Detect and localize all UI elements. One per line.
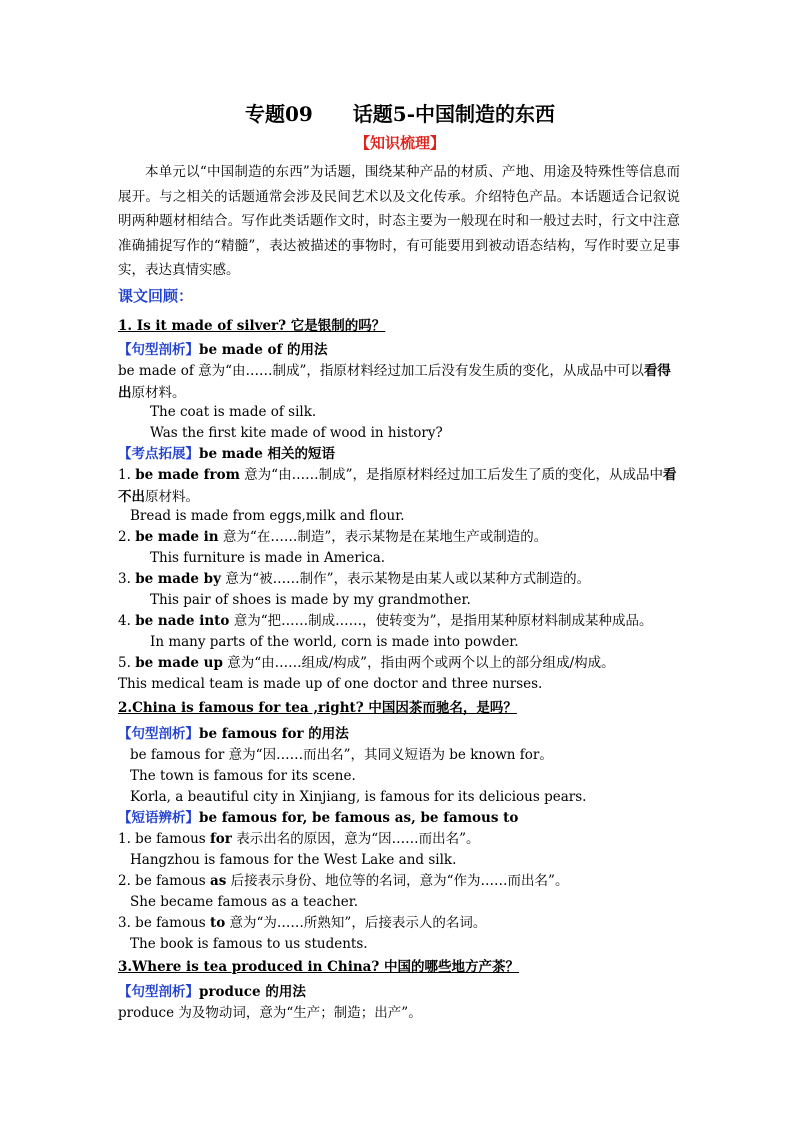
q1-extension-tag: 【考点拓展】 [118, 446, 199, 462]
phrase-4-example: In many parts of the world, corn is made into powder. [150, 634, 519, 650]
phrase-2-phrase: be made in [135, 529, 219, 545]
phrase-1-example: Bread is made from eggs,milk and flour. [130, 508, 405, 524]
review-heading: 课文回顾： [118, 287, 194, 305]
section-subtitle: 【知识梳理】 [354, 134, 445, 152]
q1-analysis-text-c: 原材料。 [131, 385, 186, 401]
intro-paragraph: 本单元以“中国制造的东西”为话题，围绕某种产品的材质、产地、用途及特殊性等信息而展开。与之相关的话题通常会涉及民间艺术以及文化传承。介绍特色产品。本话题适合记叙说明两种题材相结合。写作此类话题作文时，时态主要为一般现在时和一般过去时，行文中注意准确捕捉写作的“精髓”，表达被描述的事物时，有可能要用到被动语态结构，写作时要立足事实，表达真情实感。 [118, 164, 680, 278]
phrase-4-number: 4. [118, 613, 131, 629]
comparison-3-b: to [209, 915, 226, 931]
phrase-1-text-a: 意为“由……制成”，是指原材料经过加工后发生了质的变化，从成品 [239, 467, 650, 483]
phrase-1-text-c: 看不出 [118, 467, 677, 505]
q3-analysis-text: produce 为及物动词，意为“生产；制造；出产”。 [118, 1005, 422, 1021]
comparison-1 [118, 829, 480, 849]
comparison-2-c: 后接表示身份、地位等的名词，意为“作为……而出名”。 [226, 873, 569, 889]
q1-example-1: The coat is made of silk. [150, 404, 317, 420]
q2-example-2: Korla, a beautiful city in Xinjiang, is famous for its delicious pears. [130, 789, 587, 805]
phrase-4 [118, 611, 653, 631]
q2-comparison-tag: 【短语辨析】 [118, 810, 199, 826]
q1-extension-heading [118, 444, 335, 464]
q3-title: 3.Where is tea produced in China? 中国的哪些地方产茶？ [118, 959, 520, 975]
comparison-2-b: as [209, 873, 227, 889]
phrase-3-phrase: be made by [135, 571, 221, 587]
phrase-1-text-d: 原材料。 [145, 489, 199, 505]
comparison-2 [118, 871, 568, 891]
comparison-3-example: The book is famous to us students. [130, 936, 368, 952]
q1-analysis-text-b: 看得出 [118, 363, 671, 401]
phrase-2-example: This furniture is made in America. [150, 550, 386, 566]
q2-title: 2.China is famous for tea ,right? 中国因茶而驰名，是吗？ [118, 700, 517, 716]
comparison-3 [118, 913, 486, 933]
phrase-4-phrase: be nade into [135, 613, 230, 629]
phrase-1-phrase: be made from [135, 467, 240, 483]
q2-analysis-tag: 【句型剖析】 [118, 726, 199, 742]
phrase-3-example: This pair of shoes is made by my grandmother. [150, 592, 471, 608]
q2-analysis-title: be famous for 的用法 [199, 726, 349, 742]
phrase-5-phrase: be made up [135, 655, 223, 671]
q2-analysis-text: be famous for 意为“因……而出名”，其同义短语为 be known for。 [130, 747, 553, 763]
q1-analysis-title: be made of 的用法 [199, 342, 328, 358]
comparison-1-b: for [209, 831, 232, 847]
q1-extension-title: be made 相关的短语 [199, 446, 335, 462]
phrase-2-number: 2. [118, 529, 131, 545]
q1-analysis-text-a: be made of 意为“由……制成”，指原材料经过加工后没有发生质的变化，从成品中可以 [118, 363, 644, 379]
comparison-2-a: 2. be famous [118, 873, 210, 889]
q1-analysis-tag: 【句型剖析】 [118, 342, 199, 358]
q1-title: 1. Is it made of silver? 它是银制的吗？ [118, 318, 386, 334]
phrase-4-text: 意为“把……制成……，使转变为”，是指用某种原材料制成某种成品。 [229, 613, 653, 629]
comparison-2-example: She became famous as a teacher. [130, 894, 359, 910]
q2-comparison-heading [118, 808, 518, 828]
phrase-1-number: 1. [118, 467, 131, 483]
q2-analysis-heading [118, 724, 349, 744]
phrase-2-text: 意为“在……制造”，表示某物是在某地生产或制造的。 [218, 529, 548, 545]
phrase-3-number: 3. [118, 571, 131, 587]
q2-example-1: The town is famous for its scene. [130, 768, 356, 784]
phrase-5-text: 意为“由……组成/构成”，指由两个或两个以上的部分组成/构成。 [222, 655, 615, 671]
comparison-3-a: 3. be famous [118, 915, 210, 931]
phrase-5 [118, 653, 615, 673]
comparison-1-a: 1. be famous [118, 831, 210, 847]
phrase-5-example: This medical team is made up of one doctor and three nurses. [118, 676, 543, 692]
phrase-1-text-b: 中 [649, 467, 663, 483]
q1-analysis-text [118, 360, 680, 404]
q2-comparison-title: be famous for, be famous as, be famous to [199, 810, 519, 826]
page-title: 专题09 话题5-中国制造的东西 [244, 102, 556, 126]
q1-analysis-heading [118, 340, 328, 360]
phrase-5-number: 5. [118, 655, 131, 671]
q3-analysis-tag: 【句型剖析】 [118, 984, 199, 1000]
comparison-1-example: Hangzhou is famous for the West Lake and silk. [130, 852, 457, 868]
phrase-1 [118, 464, 680, 508]
phrase-2 [118, 527, 547, 547]
q1-example-2: Was the first kite made of wood in history? [150, 425, 443, 441]
phrase-3-text: 意为“被……制作”，表示某物是由某人或以某种方式制造的。 [220, 571, 591, 587]
phrase-3 [118, 569, 590, 589]
q3-analysis-title: produce 的用法 [199, 984, 306, 1000]
q3-analysis-heading [118, 982, 306, 1002]
comparison-1-c: 表示出名的原因，意为“因……而出名”。 [231, 831, 480, 847]
comparison-3-c: 意为“为……所熟知”，后接表示人的名词。 [225, 915, 487, 931]
